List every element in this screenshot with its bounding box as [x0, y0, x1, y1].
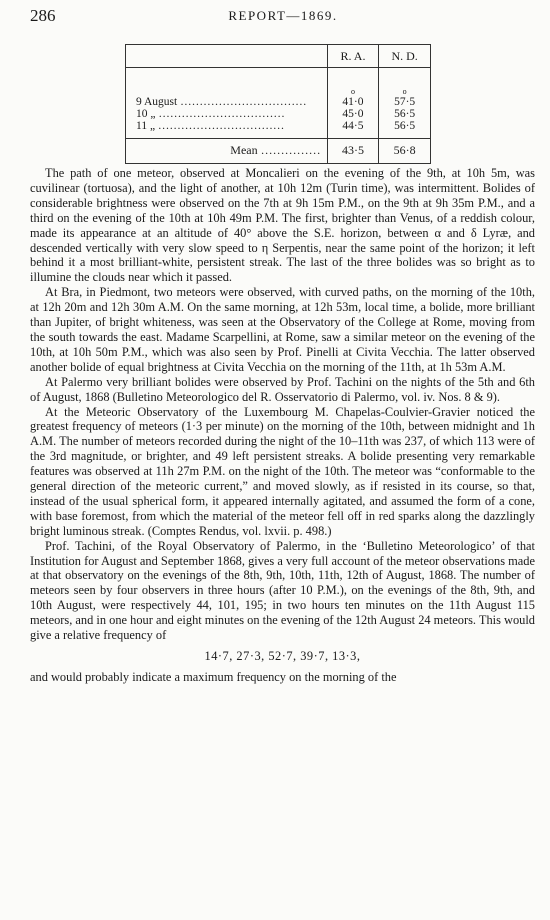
paragraph: The path of one meteor, observed at Moncalieri on the evening of the 9th, at 10h 5m, was cuvilinear (tortuosa), and the light of another, at 10h 12m (Turin time), was intermittent. Bolides of considerable brightness were observed on the 7th at 9h 15m P.M., on the 9th at 9h 35m P.M., and a third on the evening of the 10th at 10h 49m P.M. The first, brighter than Venus, of a reddish colour, made its appearance at an altitude of 40° above the S.E. horizon, between α and δ Lyræ, and descended vertically with very slow speed to η Serpentis, near the same point of the horizon; it left behind it a most brilliant-white, persistent streak. The last of the three bolides was so bright as to illumine the clouds near which it passed. — [30, 166, 535, 285]
row-label: 9 August …………………………… — [126, 96, 328, 108]
paragraph: At Palermo very brilliant bolides were observed by Prof. Tachini on the nights of the 5th and 6th of August, 1868 (Bulletino Meteorologico del R. Osservatorio di Palermo, vol. iv. Nos. 8 & 9). — [30, 374, 535, 404]
page-number: 286 — [30, 6, 56, 25]
paragraph: Prof. Tachini, of the Royal Observatory of Palermo, in the ‘Bulletino Meteorologico’ of that Institution for August and September 1868, gives a very full account of the meteor observations made at that observatory on the evenings of the 8th, 9th, 10th, 11th, 12th of August, 1868. The number of meteors seen by four observers in three hours (after 10 P.M.), on the evenings of the 8th, 9th, and 10th August, were respectively 44, 101, 195; in two hours ten minutes on the 11th August 115 meteors, and in one hour and eight minutes on the evening of the 12th August 24 meteors. This would give a relative frequency of — [30, 538, 535, 643]
row-nd: 56·5 — [379, 120, 431, 132]
row-label: 11 „ …………………………… — [126, 120, 328, 132]
table-row — [126, 120, 431, 132]
paragraph: At Bra, in Piedmont, two meteors were observed, with curved paths, on the morning of the 10th, at 12h 20m and 12h 30m A.M. On the same morning, at 12h 53m, local time, a bolide, more brilliant than Jupiter, of bright whiteness, was seen at the Observatory of the College at Rome, moving from the south towards the east. Madame Scarpellini, at Rome, saw a similar meteor on the evening of the 10th, at 10h 50m P.M., which was also seen by Prof. Pinelli at Civita Vecchia. The latter observed another bolide of equal brightness at Civita Vecchia on the morning of the 11th, at 1h 53m A.M. — [30, 285, 535, 374]
table-row — [126, 108, 431, 120]
table-header-row — [126, 45, 431, 68]
meteor-position-table: R. A. N. D. o o 9 August …………………………… 41·0 57·5 10 „ …………………………… 45·0 56·5 11 „ …………………………… 44·5 56·5 Mean …………… 43·5 56·8 — [125, 44, 431, 164]
table-mean-row — [126, 138, 431, 163]
mean-nd: 56·8 — [379, 138, 431, 163]
paragraph: At the Meteoric Observatory of the Luxembourg M. Chapelas-Coulvier-Gravier noticed the greatest frequency of meteors (1·3 per minute) on the morning of the 10th, between midnight and 1h A.M. The number of meteors recorded during the night of the 10–11th was 237, of which 113 were of the 3rd magnitude, or brighter, and 49 left persistent streaks. A bolide presenting very remarkable features was observed at 11h 27m P.M. on the night of the 10th. The meteor was “conformable to the general direction of the meteoric current,” and moved slowly, as if resisted in its course, so that, instead of the usual spherical form, it appeared internally agitated, and assumed the form of a cone, with base foremost, from which the material of the meteor fell off in red sparks along the dazzlingly bright luminous streak. (Comptes Rendus, vol. lxvii. p. 498.) — [30, 404, 535, 538]
page-header — [30, 6, 536, 28]
body-text — [30, 166, 535, 685]
row-nd: 57·5 — [379, 96, 431, 108]
row-ra: 44·5 — [327, 120, 379, 132]
table-row — [126, 96, 431, 108]
col-nd-header: N. D. — [379, 45, 431, 68]
running-title: REPORT—1869. — [228, 8, 338, 23]
closing-line: and would probably indicate a maximum frequency on the morning of the — [30, 669, 397, 684]
mean-ra: 43·5 — [327, 138, 379, 163]
col-ra-header: R. A. — [327, 45, 379, 68]
mean-label: Mean …………… — [126, 138, 328, 163]
frequency-line: 14·7, 27·3, 52·7, 39·7, 13·3, — [204, 649, 361, 663]
row-nd: 56·5 — [379, 108, 431, 120]
row-label: 10 „ …………………………… — [126, 108, 328, 120]
row-ra: 45·0 — [327, 108, 379, 120]
row-ra: 41·0 — [327, 96, 379, 108]
